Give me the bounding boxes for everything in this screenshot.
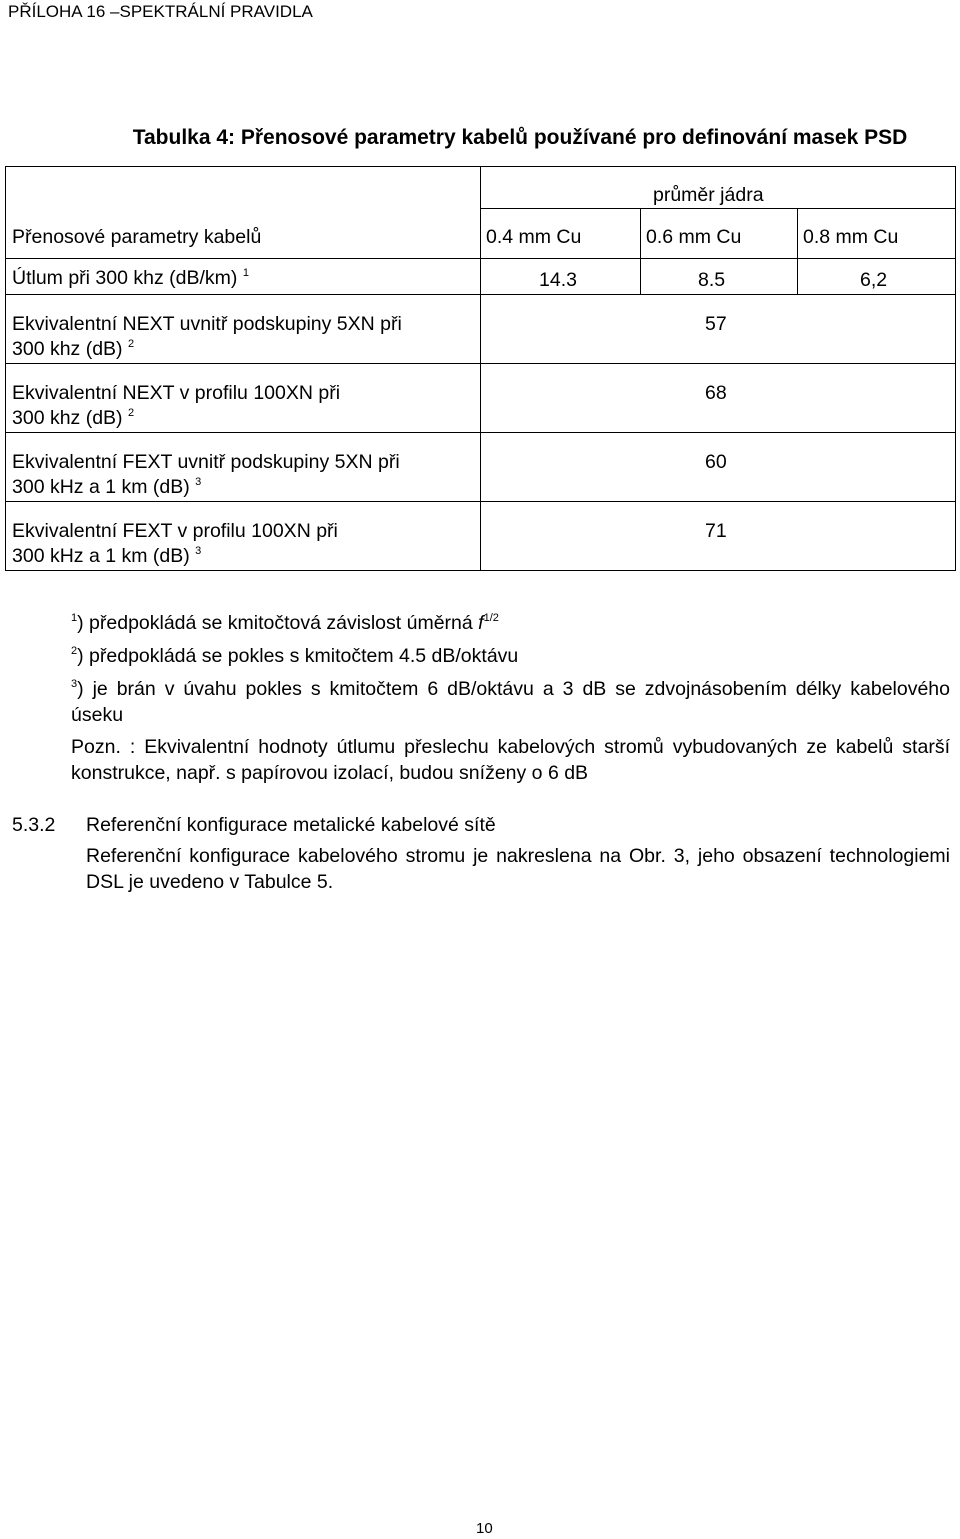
row-label: Ekvivalentní FEXT uvnitř podskupiny 5XN při bbox=[12, 451, 400, 473]
group-header: průměr jádra bbox=[653, 184, 764, 206]
group-header-rule bbox=[480, 208, 956, 209]
footnote-marker: 3 bbox=[71, 678, 78, 690]
table-cell: 8.5 bbox=[698, 269, 726, 291]
footnote-ref: 2 bbox=[127, 407, 135, 419]
section-body: Referenční konfigurace kabelového stromu je nakreslena na Obr. 3, jeho obsazení technologiemi DSL je uvedeno v Tabulce 5. bbox=[86, 845, 950, 893]
footnote-ref: 2 bbox=[127, 338, 135, 350]
table-cell: 14.3 bbox=[539, 269, 577, 291]
row-label: 300 kHz a 1 km (dB) $^3$ bbox=[12, 545, 202, 567]
row-label: 300 kHz a 1 km (dB) $^3$ bbox=[12, 476, 202, 498]
footnote-marker: 1 bbox=[71, 612, 78, 624]
row-header: Přenosové parametry kabelů bbox=[12, 226, 262, 248]
table-caption: Tabulka 4: Přenosové parametry kabelů používané pro definování masek PSD bbox=[132, 126, 908, 149]
footnote-ref: 3 bbox=[195, 545, 202, 557]
footnote-marker: 2 bbox=[71, 645, 78, 657]
section-number: 5.3.2 bbox=[12, 814, 56, 836]
column-divider bbox=[640, 208, 641, 295]
column-divider bbox=[480, 166, 481, 571]
table-border-left bbox=[5, 166, 6, 571]
row-label: 300 khz (dB) $^2$ bbox=[12, 407, 135, 429]
column-divider bbox=[797, 208, 798, 295]
table-cell: 71 bbox=[705, 520, 727, 542]
page-header: PŘÍLOHA 16 –SPEKTRÁLNÍ PRAVIDLA bbox=[8, 2, 313, 21]
column-header: 0.4 mm Cu bbox=[486, 226, 582, 248]
footnote: $^2$) předpokládá se pokles s kmitočtem 4.5 dB/oktávu bbox=[71, 645, 519, 667]
footnote: $^3$) je brán v úvahu pokles s kmitočtem 6 dB/oktávu a 3 dB se zdvojnásobením délky kabelového úseku bbox=[71, 678, 950, 726]
column-header: 0.8 mm Cu bbox=[803, 226, 899, 248]
remark: Pozn. : Ekvivalentní hodnoty útlumu přeslechu kabelových stromů vybudovaných ze kabelů starší konstrukce, např. s papírovou izolací, budou sníženy o 6 dB bbox=[71, 736, 950, 784]
table-cell: 68 bbox=[705, 382, 727, 404]
row-label: Ekvivalentní FEXT v profilu 100XN při bbox=[12, 520, 338, 542]
page-number: 10 bbox=[476, 1520, 493, 1537]
footnote-ref: 1 bbox=[242, 267, 249, 279]
column-header: 0.6 mm Cu bbox=[646, 226, 742, 248]
section-title: Referenční konfigurace metalické kabelové sítě bbox=[86, 814, 496, 836]
table-cell: 6,2 bbox=[860, 269, 888, 291]
footnote-ref: 3 bbox=[195, 476, 202, 488]
table-border-right bbox=[955, 166, 956, 571]
footnote: $^1$) předpokládá se kmitočtová závislost úměrná $f^{1/2}$ bbox=[71, 612, 499, 634]
row-label: Ekvivalentní NEXT v profilu 100XN při bbox=[12, 382, 341, 404]
row-label: 300 khz (dB) $^2$ bbox=[12, 338, 135, 360]
row-label: Ekvivalentní NEXT uvnitř podskupiny 5XN při bbox=[12, 313, 402, 335]
row-label: Útlum při 300 khz (dB/km) $^1$ bbox=[12, 267, 249, 289]
table-cell: 57 bbox=[705, 313, 727, 335]
table-cell: 60 bbox=[705, 451, 727, 473]
